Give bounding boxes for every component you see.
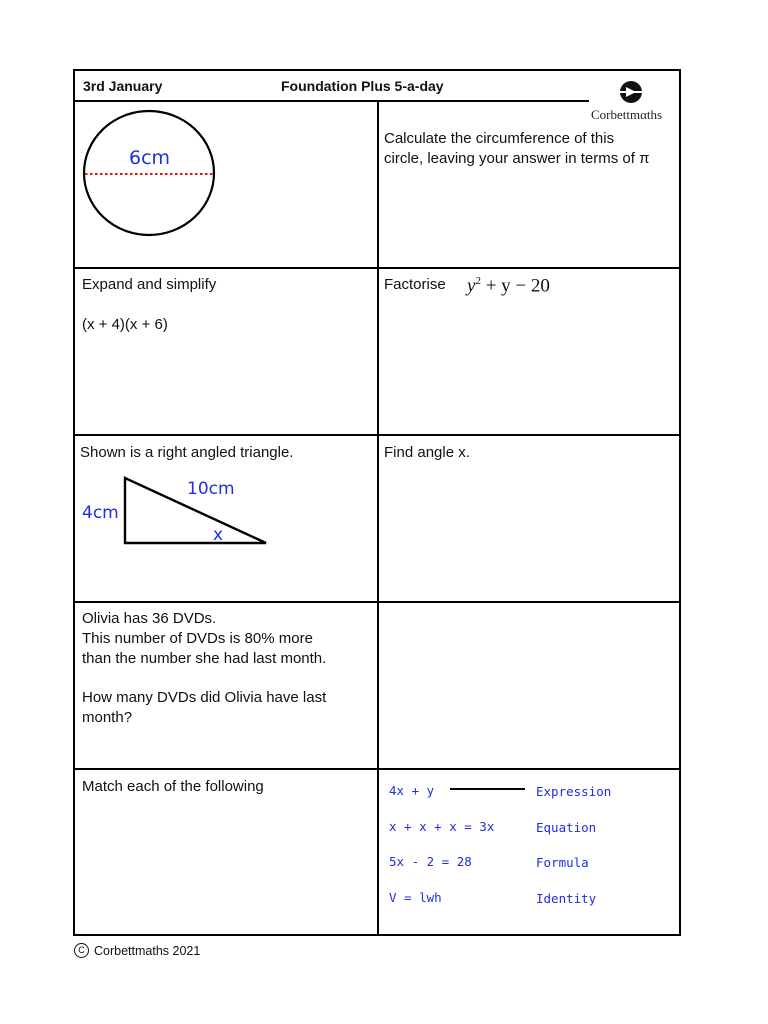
q1-text-line1: Calculate the circumference of this bbox=[384, 130, 615, 147]
worksheet-header bbox=[75, 71, 679, 122]
match-right-item: Equation bbox=[536, 820, 597, 835]
match-left-item: 5x - 2 = 28 bbox=[389, 854, 472, 869]
side-label: 4cm bbox=[82, 503, 119, 523]
match-right-item: Formula bbox=[536, 855, 589, 870]
angle-label: x bbox=[213, 525, 224, 545]
circle-diagram bbox=[81, 108, 221, 238]
worksheet-title: Foundation Plus 5-a-day bbox=[281, 78, 444, 94]
worksheet bbox=[73, 69, 681, 936]
q2-heading: Expand and simplify bbox=[82, 276, 217, 293]
match-left-item: V = lwh bbox=[389, 890, 442, 905]
q6-line3: than the number she had last month. bbox=[82, 650, 327, 667]
q4-heading: Shown is a right angled triangle. bbox=[80, 444, 294, 461]
column-divider bbox=[377, 100, 379, 936]
worksheet-date: 3rd January bbox=[83, 78, 163, 94]
q3-heading: Factorise bbox=[384, 276, 446, 293]
q1-text-line2: circle, leaving your answer in terms of π bbox=[384, 150, 650, 167]
match-right-item: Expression bbox=[536, 784, 612, 799]
match-right-item: Identity bbox=[536, 891, 597, 906]
logo-icon bbox=[589, 79, 681, 109]
q3-expression bbox=[467, 271, 550, 296]
q3-exponent: 2 bbox=[475, 275, 481, 287]
footer bbox=[74, 943, 200, 958]
q7-heading: Match each of the following bbox=[82, 778, 264, 795]
q6-line2: This number of DVDs is 80% more bbox=[82, 630, 313, 647]
hypotenuse-label: 10cm bbox=[187, 479, 235, 499]
q6-line4: How many DVDs did Olivia have last bbox=[82, 689, 327, 706]
footer-text: Corbettmaths 2021 bbox=[94, 943, 201, 958]
row-divider bbox=[75, 768, 681, 770]
q6-line5: month? bbox=[82, 709, 133, 726]
match-left-item: x + x + x = 3x bbox=[389, 819, 495, 834]
q2-expression: (x + 4)(x + 6) bbox=[82, 316, 168, 333]
q3-rest: + y − 20 bbox=[485, 275, 550, 297]
diameter-label: 6cm bbox=[129, 147, 171, 169]
logo-text: Corbettmαths bbox=[591, 107, 663, 122]
row-divider bbox=[75, 434, 681, 436]
q3-var: y bbox=[467, 275, 476, 297]
copyright-icon: C bbox=[74, 943, 89, 958]
match-left-item: 4x + y bbox=[389, 783, 435, 798]
header-divider bbox=[75, 100, 589, 102]
row-divider bbox=[75, 601, 681, 603]
match-connector-line bbox=[450, 788, 525, 790]
corbettmaths-logo bbox=[589, 79, 681, 125]
row-divider bbox=[75, 267, 681, 269]
q6-line1: Olivia has 36 DVDs. bbox=[82, 610, 217, 627]
q5-heading: Find angle x. bbox=[384, 444, 470, 461]
